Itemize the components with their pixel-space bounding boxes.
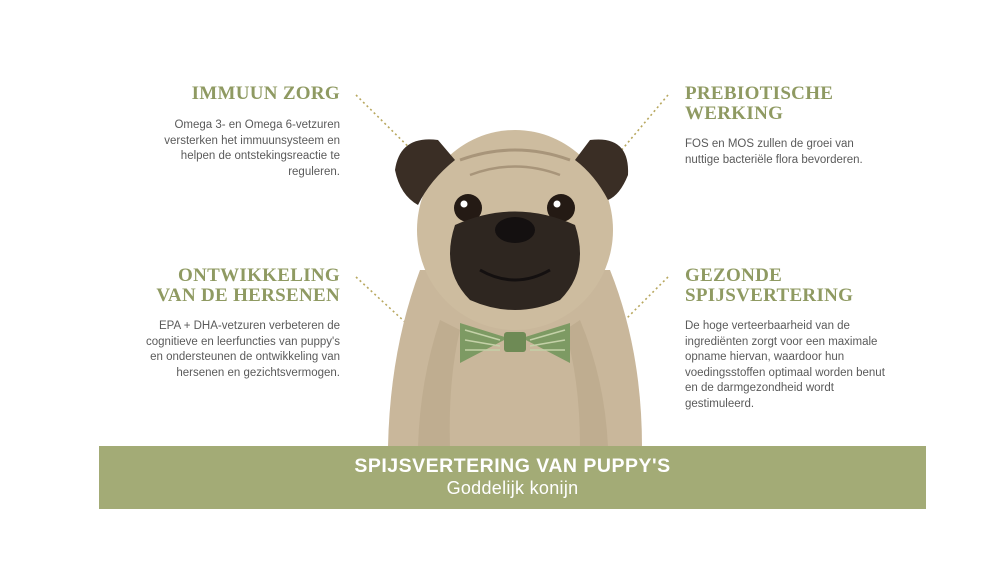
dog-nose bbox=[495, 217, 535, 243]
prebiotisch-heading bbox=[685, 84, 895, 124]
immuun-zorg-title: IMMUUN ZORG bbox=[191, 83, 340, 104]
banner-title: SPIJSVERTERING VAN PUPPY'S bbox=[354, 455, 671, 477]
hersenen-text: EPA + DHA-vetzuren verbeteren de cognitieve en leerfuncties van puppy's en ondersteunen de ontwikkeling van hersenen en gezichtsvermogen. bbox=[146, 320, 340, 379]
pug-image bbox=[380, 120, 650, 447]
hersenen-heading bbox=[140, 266, 340, 306]
immuun-zorg-text: Omega 3- en Omega 6-vetzuren versterken het immuunsysteem en helpen de ontstekingsreactie te reguleren. bbox=[164, 119, 340, 178]
immuun-zorg-heading bbox=[150, 84, 340, 104]
product-banner bbox=[99, 446, 926, 509]
hersenen-title-line1: ONTWIKKELING bbox=[178, 265, 340, 286]
prebiotisch-text: FOS en MOS zullen de groei van nuttige bacteriële flora bevorderen. bbox=[685, 138, 863, 166]
spijsvertering-title-line2: SPIJSVERTERING bbox=[685, 285, 854, 306]
spijsvertering-title-line1: GEZONDE bbox=[685, 265, 783, 286]
spijsvertering-heading bbox=[685, 266, 895, 306]
prebiotisch-title-line1: PREBIOTISCHE bbox=[685, 83, 834, 104]
banner-subtitle: Goddelijk konijn bbox=[446, 478, 579, 498]
hersenen-title-line2: VAN DE HERSENEN bbox=[156, 285, 340, 306]
prebiotisch-title-line2: WERKING bbox=[685, 103, 784, 124]
spijsvertering-text: De hoge verteerbaarheid van de ingrediënten zorgt voor een maximale opname hiervan, waardoor hun voedingsstoffen optimaal worden benut en de darmgezondheid wordt gestimuleerd. bbox=[685, 320, 885, 410]
